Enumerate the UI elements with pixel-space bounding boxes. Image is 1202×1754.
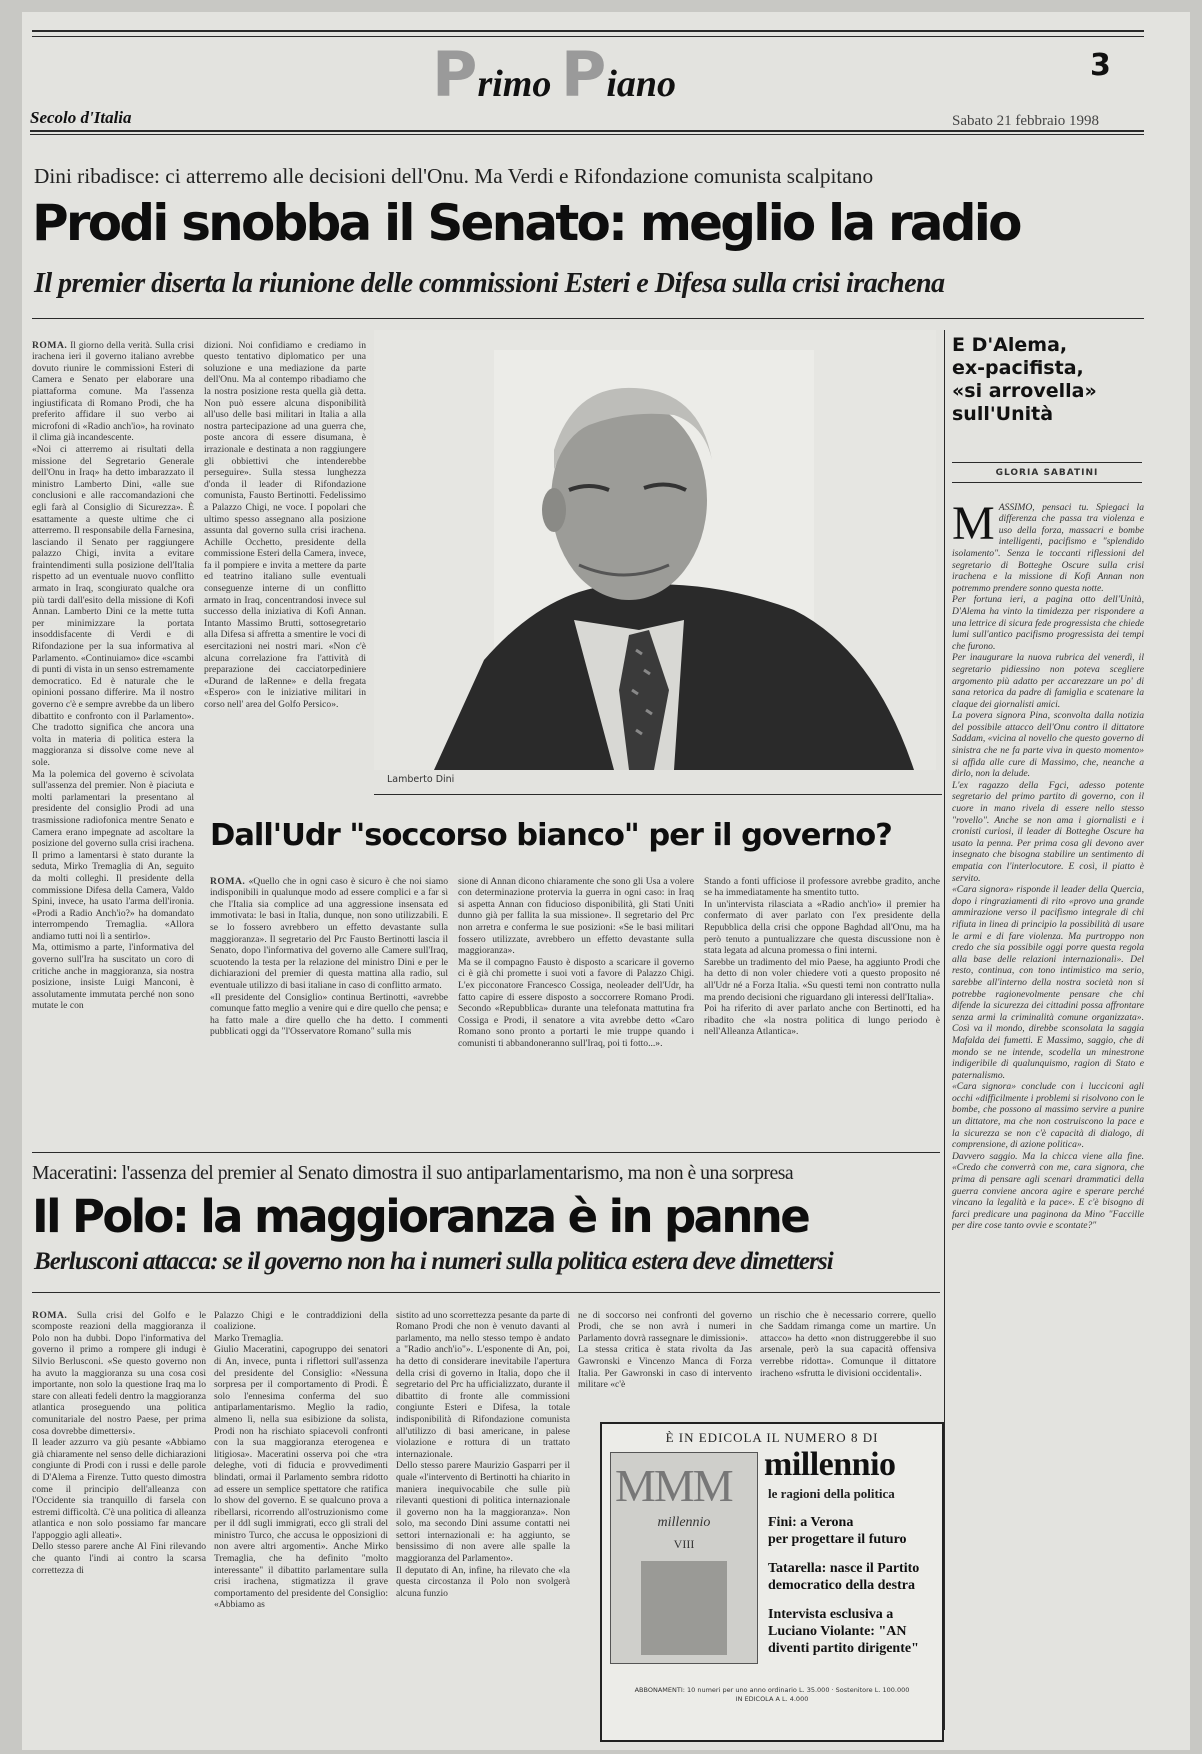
story3-rule <box>32 1292 940 1293</box>
sidebar-rule <box>952 462 1142 463</box>
ad-item-1: Fini: a Verona per progettare il futuro <box>768 1515 907 1547</box>
story3-column-4 <box>578 1298 752 1392</box>
story1-dateline: ROMA. <box>32 339 68 351</box>
story1-column-1 <box>32 328 194 1140</box>
story2-text-3: Stando a fonti ufficiose il professore avrebbe gradito, anche se ha immediatamente ha smentito tutto. In un'intervista rilasciata a «Radio anch'io» il premier ha confermato di aver parlato con l'ex presidente della Repubblica della crisi che oppone Baghdad all'Onu, ma ha però tenuto a puntualizzare che questa discussione non è stata legata ad alcuna promessa o fini interni. Sarebbe un tradimento del mio Paese, ha aggiunto Prodi che ha detto di non voler chiedere voti a questo proposito né all'Udr né a Forza Italia. «Su questi temi non contratto nulla ma prendo decisioni che riguardano gli interessi dell'Italia». Poi ha riferito di aver parlato anche con Bertinotti, ed ha ribadito che «la nostra politica di lungo periodo è nell'Alleanza Atlantica». <box>704 875 940 1038</box>
top-rule-thin <box>32 36 1144 37</box>
ad-cover-name: millennio <box>657 1515 711 1530</box>
photo-lamberto-dini <box>374 330 936 770</box>
sidebar-dropcap: M <box>952 496 995 550</box>
millennio-ad <box>600 1422 944 1742</box>
section-title <box>432 38 762 118</box>
story1-deck: Il premier diserta la riunione delle commissioni Esteri e Difesa sulla crisi irachena <box>34 268 945 299</box>
ad-footer: ABBONAMENTI: 10 numeri per uno anno ordinario L. 35.000 · Sostenitore L. 100.000 IN EDICOLA A L. 4.000 <box>634 1686 910 1703</box>
story1-headline: Prodi snobba il Senato: meglio la radio <box>32 194 1020 252</box>
story2-text-2: sione di Annan dicono chiaramente che sono gli Usa a volere con determinazione protervia la guerra in ogni caso: in Iraq si aspetta Annan con fiducioso disponibilità, gli Stati Uniti dunno già per fallita la sua missione». Il segretario del Prc non arretra e conferma le sue posizioni: «Se le basi militari fossero utilizzate, avrebbero un effetto devastante sulla maggioranza». Ma se il compagno Fausto è disposto a scaricare il governo ci è già chi promette i suoi voti a favore di Palazzo Chigi. L'ex picconatore Francesco Cossiga, neoleader dell'Udr, ha fatto capire di essere disposto a soccorrere Romano Prodi. Secondo «Repubblica» durante una telefonata mattutina fra Cossiga e Prodi, il senatore a vita avrebbe detto «Caro Romano sono pronto a portarti le mie truppe quando i comunisti ti abbandoneranno sull'Iraq, poi ti fotto...». <box>458 875 694 1049</box>
top-rule <box>32 30 1144 32</box>
story3-text-2: Palazzo Chigi e le contraddizioni della coalizione. Marko Tremaglia. Giulio Maceratini, capogruppo dei senatori di An, invece, punta i riflettori sull'assenza del presidente del Consiglio: «Nessuna sorpresa per il comportamento di Prodi. È solo l'ennesima conferma del suo antiparlamentarismo. Meglio la radio, almeno lì, nella sua esibizione da solista, Prodi non ha rischiato spiacevoli confronti con la sua maggioranza eterogenea e litigiosa». Maceratini osserva poi che «tra deleghe, voti di fiducia e provvedimenti blindati, ormai il Parlamento sembra ridotto ad essere un semplice spettatore che ratifica lo show del governo. E se qualcuno prova a ribellarsi, ricorrendo all'ostruzionismo come per il ddl sugli immigrati, ecco gli strali del ministro Turco, che accusa le opposizioni di non avere altri argomenti». Anche Mirko Tremaglia, che ha definito "molto interessante" il dibattito parlamentare sulla crisi irachena, stigmatizza il grave comportamento del presidente del Consiglio: «Abbiamo as <box>214 1309 388 1611</box>
story1-text-2: dizioni. Noi confidiamo e crediamo in questo tentativo diplomatico per una soluzione e una mediazione da parte dell'Onu. Ma al contempo ribadiamo che la nostra posizione resta quella già detta. Non può essere alcuna disponibilità all'uso delle basi militari in Italia a alla nostra partecipazione ad una guerra che, poste ancora di essere disumana, è irrazionale e destinata a non raggiungere gli obbiettivi che intenderebbe perseguire». Sulla stessa lunghezza d'onda il leader di Rifondazione comunista, Fausto Bertinotti. Fedelissimo a Palazzo Chigi, ne voce. I popolari che ultimo spesso assegnano alla posizione assunta dal governo sulla crisi irachena. Achille Occhetto, presidente della commissione Esteri della Camera, invece, fa il pompiere e invita a mettere da parte ed teatrino italiano sulle eventuali conseguenze interne di un conflitto armato in Iraq, concentrandosi invece sul successo della iniziativa di Kofi Annan. Intanto Massimo Brutti, sottosegretario alla Difesa si affretta a smentire le voci di esercitazioni nei nostri mari. «Non c'è alcuna correlazione fra l'attività di preparazione dei cacciatorpediniere «Durand de laRenne» e della fregata «Espero» con le iniziative militari in corso nell' area del Golfo Persico». <box>204 339 366 710</box>
story3-text-1: Sulla crisi del Golfo e le scomposte reazioni della maggioranza il Polo non ha dubbi. Dopo l'informativa del governo il primo a rompere gli indugi è Silvio Berlusconi. «Se questo governo non ha avuto la maggioranza su una cosa così importante, non solo la questione Iraq ma lo stare con alleati fedeli dentro la maggioranza atlantica proseguendo una politica comunitariale del nostro Paese, per prima cosa dovrebbe dimettersi». Il leader azzurro va giù pesante «Abbiamo già chiaramente nel senso delle dichiarazioni congiunte di Prodi con i russi e delle parole di D'Alema a Firenze. Tutto questo dimostra come il principio dell'alleanza con l'Occidente sia tranquillo di farsela con estremi difficoltà. C'è una politica di alleanza atlantica e non solo possiamo far mancare l'appoggio agli alleati». Dello stesso parere anche Al Fini rilevando che quanto l'indi ai contro la scarsa correttezza di <box>32 1309 206 1576</box>
story3-deck: Berlusconi attacca: se il governo non ha i numeri sulla politica estera deve dimettersi <box>34 1248 833 1275</box>
story2-column-1 <box>210 864 448 1132</box>
story1-text-1: Il giorno della verità. Sulla crisi irachena ieri il governo italiano avrebbe dovuto riunire le commissioni Esteri di Camera e Senato per elaborare una piattaforma comune. Ma l'assenza ingiustificata di Romano Prodi, che ha preferito affidare il suo verbo ai microfoni di «Radio anch'io», ha rovinato il clima già incandescente. «Noi ci atterremo ai risultati della missione del Segretario Generale dell'Onu in Iraq» ha detto imbarazzato il ministro Lamberto Dini, «alle sue conclusioni e alle raccomandazioni che egli farà al Consiglio di Sicurezza». È esattamente a queste ultime che ci atterremo. Il responsabile della Farnesina, lasciando il Senato per raggiungere palazzo Chigi, invita a evitare fraintendimenti sulla posizione dell'Italia rispetto ad un eventuale nuovo conflitto armato in Iraq, scongiurato qualche ora più tardi dall'esito della missione di Kofi Annan. Lamberto Dini ce la mette tutta per minimizzare la portata insoddisfacente di Verdi e di Rifondazione per la sua informativa al Parlamento. «Continuiamo» dice «scambi di punti di vista in un senso estremamente democratico. Ed è naturale che le opinioni possano differire. Ma il nostro governo c'è e sempre avrebbe da un libero dibattito e confronto con il Parlamento». Che tradotto significa che ancora una volta in materia di politica estera la maggioranza si dissolve come neve al sole. Ma la polemica del governo è scivolata sull'assenza del premier. Non è piaciuta e molti parlamentari la presentano al presidente del consiglio Prodi ad una trasmissione radiofonica mentre Senato e Camera erano impegnate ad ascoltare la posizione del governo sulla crisi irachena. Il primo a lamentarsi è stato durante la seduta, Mirko Tremaglia di An, seguito da molti colleghi. Il presidente della commissione Difesa della Camera, Valdo Spini, invece, ha usato l'arma dell'ironia. «Prodi a Radio Anch'io?» ha domandato interrompendo Tremaglia. «Allora andiamo tutti noi lì a sentirlo». Ma, ottimismo a parte, l'informativa del governo sull'Ira ha suscitato un coro di critiche anche in maggioranza, sia nostra posizione, insiste Luigi Manconi, è assolutamente immutata perché non sono mutate le con <box>32 339 194 1012</box>
section-word-2: iano <box>606 63 677 105</box>
section-initial-p2: P <box>560 38 607 111</box>
sidebar-divider <box>944 330 945 1730</box>
newspaper-page <box>22 12 1190 1750</box>
story1-kicker: Dini ribadisce: ci atterremo alle decisioni dell'Onu. Ma Verdi e Rifondazione comunista scalpitano <box>34 164 874 188</box>
ad-cover-panel <box>641 1561 727 1655</box>
ad-tagline: le ragioni della politica <box>768 1486 895 1501</box>
issue-date: Sabato 21 febbraio 1998 <box>952 113 1100 129</box>
story3-text-3: sistito ad uno scorrettezza pesante da parte di Romano Prodi che non è venuto davanti al parlamento, ma nello stesso tempo è andato a "Radio anch'io"». L'esponente di An, poi, ha detto di considerare inevitabile l'apertura della crisi di governo in Italia, dopo che il segretario del Prc ha ufficializzato, durante il dibattito di fronte alle commissioni congiunte Esteri e Difesa, la totale indisponibilità di Rifondazione comunista all'utilizzo di basi americane, in palese violazione e rottura di un trattato internazionale. Dello stesso parere Maurizio Gasparri per il quale «l'intervento di Bertinotti ha chiarito in maniera inequivocabile che sulle più rilevanti questioni di politica internazionale il governo non ha la maggioranza». Non solo, ma secondo Dini assume contatti nei settori internazionali e: ha aggiunto, se bensissimo di non avere alle spalle la maggioranza del Parlamento». Il deputato di An, infine, ha rilevato che «la questa circostanza il Polo non svolgerà alcuna funzio <box>396 1309 570 1599</box>
ad-top-line: È IN EDICOLA IL NUMERO 8 DI <box>665 1430 879 1445</box>
story2-headline: Dall'Udr "soccorso bianco" per il governo? <box>210 818 892 853</box>
story1-column-2 <box>204 328 366 816</box>
story3-text-4: ne di soccorso nei confronti del governo Prodi, che se non avrà i numeri in Parlamento dovrà rassegnare le dimissioni». La stessa critica è stata rivolta da Jas Gawronski e Vincenzo Manca di Forza Italia. Per Gawronski in caso di intervento militare «c'è <box>578 1309 752 1391</box>
story3-column-5 <box>760 1298 936 1392</box>
ad-cover-mmm: MMM <box>615 1460 732 1511</box>
ad-cover-issue: VIII <box>673 1537 695 1551</box>
story2-dateline: ROMA. <box>210 875 246 887</box>
sidebar-text: Per fortuna ieri, a pagina otto dell'Unità, D'Alema ha vinto la timidezza per rispondere a una lettrice di sicura fede progressista che chiede lumi sull'antico pacifismo progressista dei tempi che furono. Per inaugurare la nuova rubrica del venerdì, il segretario pidiessino non poteva scegliere argomento più adatto per accarezzare un po' di sana retorica da padre di famiglia e scatenare la claque dei giornalisti amici. La povera signora Pina, sconvolta dalla notizia del possibile attacco dell'Onu contro il dittatore Saddam, «vicina al novello che questo governo di sinistra che ne fa parte viva in questo momento» si affida alle cure di Massimo, che, neanche a dirlo, non la delude. L'ex ragazzo della Fgci, adesso potente segretario del primo partito di governo, con il cuore in mano rivela di essere nello stesso "rovello". Anche se non ama i giornalisti e i cronisti curiosi, il leader di Botteghe Oscure ha usato la penna. Per prima cosa gli devono aver insegnato che bisogna stabilire un sentimento di empatia con l'interlocutore. E così, il piatto è servito. «Cara signora» risponde il leader della Quercia, dopo i ringraziamenti di rito «provo una grande ammirazione verso il pacifismo integrale di chi rifiuta in linea di principio la possibilità di usare le armi e di fare violenza. Ma purtroppo non credo che sia possibile oggi porre questa regola alla base delle relazioni internazionali». Del resto, continua, con tono intimistico ma serio, sarebbe all'interno della nostra società non si potrebbe ragionevolmente pensare che chi difende la sicurezza dei cittadini possa affrontare senza armi la criminalità comune organizzata». Così va il mondo, direbbe sconsolata la saggia Mafalda dei fumetti. E Massimo, saggio, che di mondo se ne intende, scodella un minestrone indigeribile di qualunquismo, ragion di Stato e paternalismo. «Cara signora» conclude con i lucciconi agli occhi «difficilmente i problemi si risolvono con le bombe, che possono al massimo servire a punire un dittatore, ma che non costruiscono la pace e la sicurezza se non c'è capacità di dialogo, di comprensione, di azione politica». Davvero saggio. Ma la chicca viene alla fine. «Credo che converrà con me, cara signora, che prima di pensare agli scenari drammatici della guerra conviene ancora agire e sperare perché vincano la legalità e la pace». E c'è bisogno di farci predicare una paginona da Mino "Faccille per dire cose tanto ovvie e scontate?" <box>952 594 1144 1232</box>
photo-rule <box>374 794 942 795</box>
story3-kicker: Maceratini: l'assenza del premier al Senato dimostra il suo antiparlamentarismo, ma non è una sorpresa <box>32 1162 794 1184</box>
sidebar-headline: E D'Alema, ex-pacifista, «si arrovella» sull'Unità <box>952 334 1097 425</box>
portrait-illustration <box>374 330 936 770</box>
story2-text-1: «Quello che in ogni caso è sicuro è che noi siamo indisponibili in qualunque modo ad essere complici e a far sì che l'Italia sia complice ad una aggressione insensata ed immotivata: le basi in Italia, dunque, non sono utilizzabili. E se lo fossero avrebbero un effetto devastante sulla maggioranza». Il segretario del Prc Fausto Bertinotti lascia il Senato, dopo l'informativa del governo alle Camere sull'Iraq, scuotendo la testa per la relazione del ministro Dini e per le dichiarazioni del premier di questa mattina alla radio, sul eventuale utilizzo di basi italiane in caso di conflitto armato. «Il presidente del Consiglio» continua Bertinotti, «avrebbe comunque fatto meglio a venire qui e dire quello che pensa; e ha fatto male a dire quello che ha detto. I commenti pubblicati oggi da "l'Osservatore Romano" sulla mis <box>210 875 448 1038</box>
story2-column-3 <box>704 864 940 1132</box>
story3-column-1 <box>32 1298 206 1748</box>
section-word-1: rimo <box>477 63 561 105</box>
ad-brand: millennio <box>764 1446 896 1483</box>
story1-rule <box>32 318 1144 319</box>
story2-column-2 <box>458 864 694 1132</box>
photo-caption: Lamberto Dini <box>387 774 455 785</box>
sidebar-text-first: ASSIMO, pensaci tu. Spiegaci la differenza che passa tra violenza e uso della forza, massacri e bombe intelligenti, pacifismo e "splendido isolamento". Senza le toccanti riflessioni del segretario di Botteghe Oscure sulla crisi irachena e la missione di Kofi Annan non potremmo prendere sonno questa notte. <box>952 501 1144 594</box>
sidebar-rule-2 <box>952 482 1142 483</box>
paper-name: Secolo d'Italia <box>30 108 132 127</box>
page-number: 3 <box>1090 48 1111 83</box>
sidebar-column <box>952 490 1144 1740</box>
story3-column-3 <box>396 1298 570 1748</box>
story3-headline: Il Polo: la maggioranza è in panne <box>32 1190 809 1243</box>
story3-text-5: un rischio che è necessario correre, quello che Saddam rimanga come un martire. Un attacco» ha detto «non distruggerebbe il suo arsenale, però la sua capacità offensiva verrebbe ridotta». Comunque il dittatore iracheno «sfrutta le divisioni occidentali». <box>760 1309 936 1379</box>
story2-bottom-rule <box>32 1152 940 1153</box>
story3-column-2 <box>214 1298 388 1748</box>
masthead-rule <box>30 130 1144 132</box>
story3-dateline: ROMA. <box>32 1309 68 1321</box>
ad-item-3: Intervista esclusiva a Luciano Violante: "AN diventi partito dirigente" <box>768 1607 919 1656</box>
sidebar-byline: GLORIA SABATINI <box>995 468 1099 478</box>
ad-item-2: Tatarella: nasce il Partito democratico della destra <box>768 1561 920 1593</box>
ad-cover <box>610 1452 758 1664</box>
masthead-rule-thin <box>30 134 1144 135</box>
section-initial-p: P <box>432 38 478 111</box>
